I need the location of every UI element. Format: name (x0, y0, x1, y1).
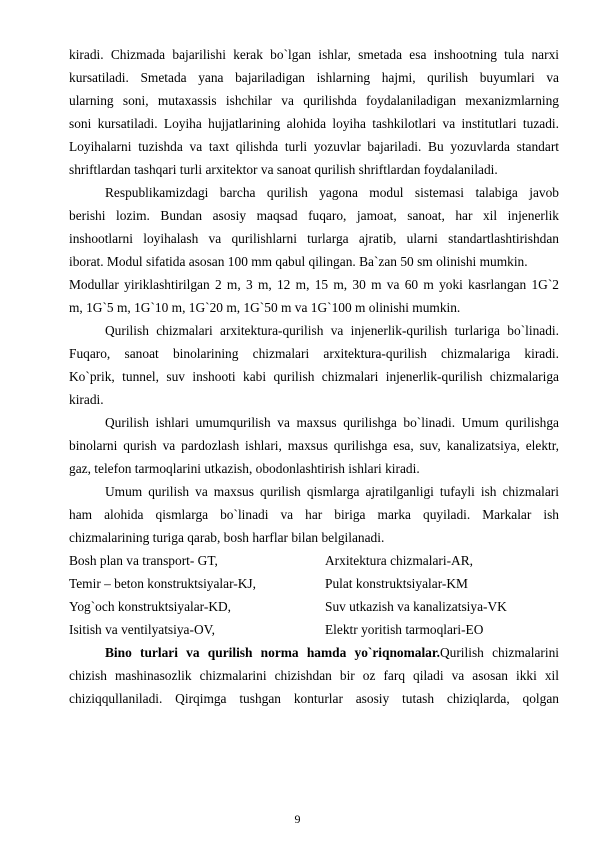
paragraph-first-line: Qurilish chizmalari arxitektura-qurilish va injenerlik-qurilish turlariga bo`linadi. (105, 323, 559, 338)
marka-left: Yog`och konstruktsiyalar-KD, (69, 599, 232, 614)
marka-right: Elektr yoritish tarmoqlari-EO (325, 622, 484, 637)
text-line: ularning soni, mutaxassis ishchilar va qurilishda foydalaniladigan mexanizmlarning (69, 93, 559, 108)
text-line: gaz, telefon tarmoqlarini utkazish, obodonlashtirish ishlari kiradi. (69, 461, 420, 476)
text-line: m, 1G`5 m, 1G`10 m, 1G`20 m, 1G`50 m va 1G`100 m olinishi mumkin. (69, 300, 461, 315)
marka-row (69, 574, 559, 593)
text-line: kursatiladi. Smetada yana bajariladigan ishlarning hajmi, qurilish buyumlari va (69, 70, 559, 85)
marka-left: Isitish va ventilyatsiya-OV, (69, 622, 215, 637)
text-line: Modullar yiriklashtirilgan 2 m, 3 m, 12 m, 15 m, 30 m va 60 m yoki kasrlangan 1G`2 (69, 277, 559, 292)
section-heading: Bino turlari va qurilish norma hamda yo`riqnomalar. (105, 645, 440, 660)
text-line: inshootlarni loyihalash va qurilishlarni turlarga ajratib, ularni standartlashtirishdan (69, 231, 559, 246)
text-line: soni kursatiladi. Loyiha hujjatlarining alohida loyiha tashkilotlari va institutlari tuzadi. (69, 116, 559, 131)
text-line: chizmalarining turiga qarab, bosh harflar bilan belgilanadi. (69, 530, 385, 545)
marka-row (69, 597, 559, 616)
text-line: chiziqqullaniladi. Qirqimga tushgan konturlar asosiy tutash chiziqlarda, qolgan (69, 691, 559, 706)
marka-right: Pulat konstruktsiyalar-KM (325, 576, 468, 591)
text-line: Fuqaro, sanoat binolarining chizmalari arxitektura-qurilish chizmalariga kiradi. (69, 346, 559, 361)
marka-row (69, 551, 559, 570)
marka-row (69, 620, 559, 639)
text-line: shriftlardan tashqari turli arxitektor va sanoat qurilish shriftlardan foydalaniladi. (69, 162, 498, 177)
text-line: Loyihalarni tuzishda va taxt qilishda turli yozuvlar bajariladi. Bu yozuvlarda standart (69, 139, 559, 154)
text-line: iborat. Modul sifatida asosan 100 mm qabul qilingan. Ba`zan 50 sm olinishi mumkin. (69, 254, 528, 269)
text-line: binolarni qurish va pardozlash ishlari, maxsus qurilishga esa, suv, kanalizatsiya, elektr, (69, 438, 559, 453)
paragraph-first-line (105, 643, 559, 662)
paragraph-first-line: Respublikamizdagi barcha qurilish yagona modul sistemasi talabiga javob (105, 185, 559, 200)
text-line: chizish mashinasozlik chizmalarini chizishdan bir oz farq qiladi va asosan ikki xil (69, 668, 559, 683)
text-line: berishi lozim. Bundan asosiy maqsad fuqaro, jamoat, sanoat, har xil injenerlik (69, 208, 559, 223)
text-line: kiradi. (69, 392, 104, 407)
text-span: Qurilish chizmalarini (439, 645, 559, 660)
marka-right: Suv utkazish va kanalizatsiya-VK (325, 599, 507, 614)
text-line: Ko`prik, tunnel, suv inshooti kabi qurilish chizmalari injenerlik-qurilish chizmalariga (69, 369, 559, 384)
marka-left: Bosh plan va transport- GT, (69, 553, 218, 568)
text-line: kiradi. Chizmada bajarilishi kerak bo`lgan ishlar, smetada esa inshootning tula narxi (69, 47, 559, 62)
paragraph-first-line: Umum qurilish va maxsus qurilish qismlarga ajratilganligi tufayli ish chizmalari (105, 484, 559, 499)
page-number: 9 (294, 812, 301, 826)
paragraph-first-line: Qurilish ishlari umumqurilish va maxsus qurilishga bo`linadi. Umum qurilishga (105, 415, 559, 430)
marka-left: Temir – beton konstruktsiyalar-KJ, (69, 576, 256, 591)
marka-right: Arxitektura chizmalari-AR, (325, 553, 473, 568)
text-line: ham alohida qismlarga bo`linadi va har biriga marka quyiladi. Markalar ish (69, 507, 559, 522)
